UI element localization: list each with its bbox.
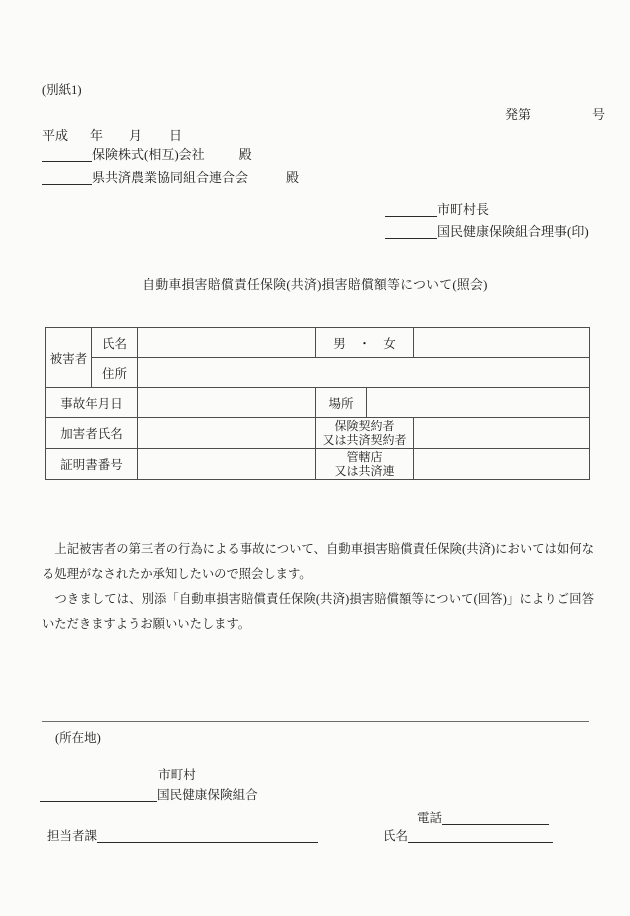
organization-blank-underline	[40, 788, 157, 802]
contact-name-line	[383, 826, 553, 844]
phone-line	[417, 808, 549, 826]
victim-label: 被害者	[46, 328, 92, 388]
addressee-line-kyosai-federation	[42, 167, 299, 186]
addressee-blank-underline	[42, 171, 92, 185]
month-label: 月	[129, 128, 143, 143]
era-label: 平成	[42, 128, 69, 143]
sex-field	[414, 328, 590, 358]
issue-number-suffix: 号	[591, 107, 605, 122]
office-field	[414, 449, 590, 480]
sender-title: 国民健康保険組合理事(印)	[437, 224, 589, 239]
organization-label: 国民健康保険組合	[157, 788, 258, 802]
department-blank-underline	[97, 829, 318, 843]
policyholder-field	[414, 418, 590, 449]
date-line	[42, 125, 182, 144]
addressee-name: 保険株式(相互)会社	[92, 147, 205, 162]
issue-number-prefix: 発第	[505, 107, 532, 122]
certificate-number-field	[138, 449, 316, 480]
organization-line	[40, 784, 258, 803]
policyholder-label	[316, 418, 414, 449]
place-field	[367, 388, 590, 418]
footer-divider	[42, 721, 589, 722]
victim-name-field	[138, 328, 316, 358]
table-row	[46, 388, 590, 418]
sender-line-nhi-director	[385, 221, 589, 240]
phone-blank-underline	[442, 811, 549, 825]
table-row	[46, 449, 590, 480]
contact-name-blank-underline	[408, 829, 553, 843]
contact-name-label: 氏名	[383, 829, 409, 843]
department-line	[47, 826, 318, 844]
policyholder-label-line2: 又は共済契約者	[322, 433, 407, 447]
department-label: 担当者課	[47, 829, 98, 843]
phone-label: 電話	[417, 811, 443, 825]
accident-date-field	[138, 388, 316, 418]
body-paragraph-inquiry: 上記被害者の第三者の行為による事故について、自動車損害賠償責任保険(共済)においては如何なる処理がなされたか承知したいので照会します。	[42, 542, 594, 581]
address-label: 住所	[92, 358, 138, 388]
addressee-blank-underline	[42, 148, 92, 162]
office-label	[316, 449, 414, 480]
table-row	[46, 358, 590, 388]
sex-options-label: 男 ・ 女	[316, 328, 414, 358]
accident-date-label: 事故年月日	[46, 388, 138, 418]
table-row	[46, 328, 590, 358]
addressee-name: 県共済農業協同組合連合会	[92, 170, 249, 185]
municipality-label: 市町村	[158, 768, 196, 782]
place-label: 場所	[316, 388, 367, 418]
office-label-line1: 管轄店	[346, 450, 383, 464]
sender-line-mayor	[385, 199, 489, 218]
perpetrator-label: 加害者氏名	[46, 418, 138, 449]
office-label-line2: 又は共済連	[334, 464, 395, 478]
honorific-label: 殿	[286, 170, 300, 185]
name-label: 氏名	[92, 328, 138, 358]
perpetrator-field	[138, 418, 316, 449]
addressee-line-insurance-company	[42, 144, 252, 163]
sender-title: 市町村長	[437, 202, 490, 217]
sender-blank-underline	[385, 203, 437, 217]
location-label: (所在地)	[55, 731, 101, 745]
body-paragraph-request: つきましては、別添「自動車損害賠償責任保険(共済)損害賠償額等について(回答)」によりご回答いただきますようお願いいたします。	[42, 592, 594, 631]
certificate-number-label: 証明書番号	[46, 449, 138, 480]
honorific-label: 殿	[238, 147, 252, 162]
day-label: 日	[169, 128, 183, 143]
document-title: 自動車損害賠償責任保険(共済)損害賠償額等について(照会)	[142, 278, 488, 292]
inquiry-table	[45, 327, 590, 480]
body-text	[42, 537, 594, 637]
table-row	[46, 418, 590, 449]
year-label: 年	[90, 128, 104, 143]
policyholder-label-line1: 保険契約者	[334, 419, 395, 433]
address-field	[138, 358, 590, 388]
attachment-label: (別紙1)	[42, 83, 82, 97]
sender-blank-underline	[385, 225, 437, 239]
issue-number-line	[505, 104, 605, 123]
